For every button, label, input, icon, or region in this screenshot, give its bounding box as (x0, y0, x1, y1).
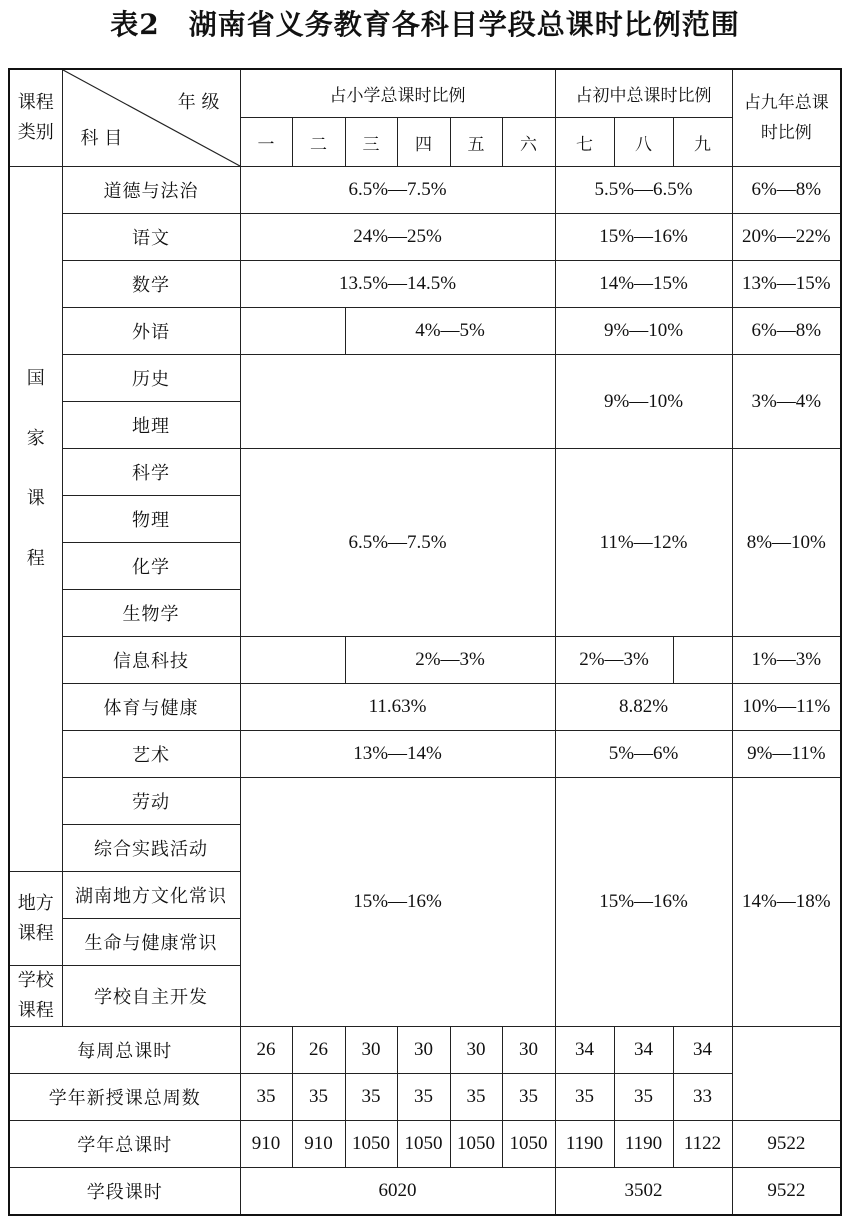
yearly-6: 1050 (502, 1121, 555, 1168)
primary-waiyu-empty (240, 308, 345, 355)
primary-daode: 6.5%—7.5% (240, 167, 555, 214)
nine-daode: 6%—8% (732, 167, 841, 214)
subject-huaxue: 化学 (62, 543, 240, 590)
nine-yuwen: 20%—22% (732, 214, 841, 261)
primary-science: 6.5%—7.5% (240, 449, 555, 637)
yearly-9: 1122 (673, 1121, 732, 1168)
subject-xuexiao: 学校自主开发 (62, 966, 240, 1027)
weekly-1: 26 (240, 1027, 292, 1074)
junior-tiyu: 8.82% (555, 684, 732, 731)
primary-xinxi-empty (240, 637, 345, 684)
category-national: 国 家 课 程 (9, 167, 62, 872)
junior-lishi-dili: 9%—10% (555, 355, 732, 449)
weeks-6: 35 (502, 1074, 555, 1121)
junior-shuxue: 14%—15% (555, 261, 732, 308)
nine-yishu: 9%—11% (732, 731, 841, 778)
weekly-8: 34 (614, 1027, 673, 1074)
primary-yishu: 13%—14% (240, 731, 555, 778)
yearly-1: 910 (240, 1121, 292, 1168)
weeks-5: 35 (450, 1074, 502, 1121)
subject-yishu: 艺术 (62, 731, 240, 778)
subject-daode: 道德与法治 (62, 167, 240, 214)
nine-lishi-dili: 3%—4% (732, 355, 841, 449)
subject-wuli: 物理 (62, 496, 240, 543)
junior-daode: 5.5%—6.5% (555, 167, 732, 214)
stage-primary: 6020 (240, 1168, 555, 1215)
subject-kexue: 科学 (62, 449, 240, 496)
header-junior: 占初中总课时比例 (555, 69, 732, 118)
subject-shengming: 生命与健康常识 (62, 919, 240, 966)
primary-waiyu: 4%—5% (345, 308, 555, 355)
weekly-2: 26 (292, 1027, 345, 1074)
junior-yuwen: 15%—16% (555, 214, 732, 261)
junior-yishu: 5%—6% (555, 731, 732, 778)
weeks-8: 35 (614, 1074, 673, 1121)
nine-science: 8%—10% (732, 449, 841, 637)
subject-hunan: 湖南地方文化常识 (62, 872, 240, 919)
nine-shuxue: 13%—15% (732, 261, 841, 308)
nine-xinxi: 1%—3% (732, 637, 841, 684)
label-stage: 学段课时 (9, 1168, 240, 1215)
junior-waiyu: 9%—10% (555, 308, 732, 355)
weekly-7: 34 (555, 1027, 614, 1074)
primary-lishi-dili-empty (240, 355, 555, 449)
subject-laodong: 劳动 (62, 778, 240, 825)
subject-dili: 地理 (62, 402, 240, 449)
header-nine-year: 占九年总课时比例 (732, 69, 841, 167)
weeks-4: 35 (397, 1074, 450, 1121)
junior-xinxi-empty (673, 637, 732, 684)
primary-shuxue: 13.5%—14.5% (240, 261, 555, 308)
subject-lishi: 历史 (62, 355, 240, 402)
weekly-4: 30 (397, 1027, 450, 1074)
grade-1: 一 (240, 118, 292, 167)
yearly-7: 1190 (555, 1121, 614, 1168)
header-primary: 占小学总课时比例 (240, 69, 555, 118)
weekly-9: 34 (673, 1027, 732, 1074)
category-school: 学校课程 (9, 966, 62, 1027)
yearly-3: 1050 (345, 1121, 397, 1168)
diagonal-line (63, 70, 240, 166)
subject-waiyu: 外语 (62, 308, 240, 355)
table-title: 表2 湖南省义务教育各科目学段总课时比例范围 (110, 8, 740, 41)
weeks-3: 35 (345, 1074, 397, 1121)
header-diagonal-cell (62, 69, 240, 167)
weekly-3: 30 (345, 1027, 397, 1074)
junior-science: 11%—12% (555, 449, 732, 637)
junior-xinxi: 2%—3% (555, 637, 673, 684)
grade-9: 九 (673, 118, 732, 167)
weekly-nine-empty (732, 1027, 841, 1121)
subject-shuxue: 数学 (62, 261, 240, 308)
header-category: 课程类别 (9, 69, 62, 167)
yearly-8: 1190 (614, 1121, 673, 1168)
primary-group: 15%—16% (240, 778, 555, 1027)
grade-6: 六 (502, 118, 555, 167)
subject-xinxi: 信息科技 (62, 637, 240, 684)
subject-yuwen: 语文 (62, 214, 240, 261)
primary-xinxi: 2%—3% (345, 637, 555, 684)
subject-shengwu: 生物学 (62, 590, 240, 637)
header-grade: 年 级 (177, 92, 220, 113)
grade-8: 八 (614, 118, 673, 167)
grade-3: 三 (345, 118, 397, 167)
weeks-9: 33 (673, 1074, 732, 1121)
label-weeks: 学年新授课总周数 (9, 1074, 240, 1121)
weeks-2: 35 (292, 1074, 345, 1121)
yearly-5: 1050 (450, 1121, 502, 1168)
yearly-4: 1050 (397, 1121, 450, 1168)
nine-tiyu: 10%—11% (732, 684, 841, 731)
category-local: 地方课程 (9, 872, 62, 966)
subject-zonghe: 综合实践活动 (62, 825, 240, 872)
grade-4: 四 (397, 118, 450, 167)
label-yearly: 学年总课时 (9, 1121, 240, 1168)
grade-5: 五 (450, 118, 502, 167)
weekly-5: 30 (450, 1027, 502, 1074)
label-weekly: 每周总课时 (9, 1027, 240, 1074)
header-subject: 科 目 (80, 128, 123, 149)
primary-yuwen: 24%—25% (240, 214, 555, 261)
curriculum-table (8, 68, 842, 1216)
weekly-6: 30 (502, 1027, 555, 1074)
primary-tiyu: 11.63% (240, 684, 555, 731)
stage-junior: 3502 (555, 1168, 732, 1215)
nine-waiyu: 6%—8% (732, 308, 841, 355)
subject-tiyu: 体育与健康 (62, 684, 240, 731)
stage-nine: 9522 (732, 1168, 841, 1215)
junior-group: 15%—16% (555, 778, 732, 1027)
weeks-1: 35 (240, 1074, 292, 1121)
grade-7: 七 (555, 118, 614, 167)
grade-2: 二 (292, 118, 345, 167)
nine-group: 14%—18% (732, 778, 841, 1027)
weeks-7: 35 (555, 1074, 614, 1121)
yearly-nine: 9522 (732, 1121, 841, 1168)
yearly-2: 910 (292, 1121, 345, 1168)
